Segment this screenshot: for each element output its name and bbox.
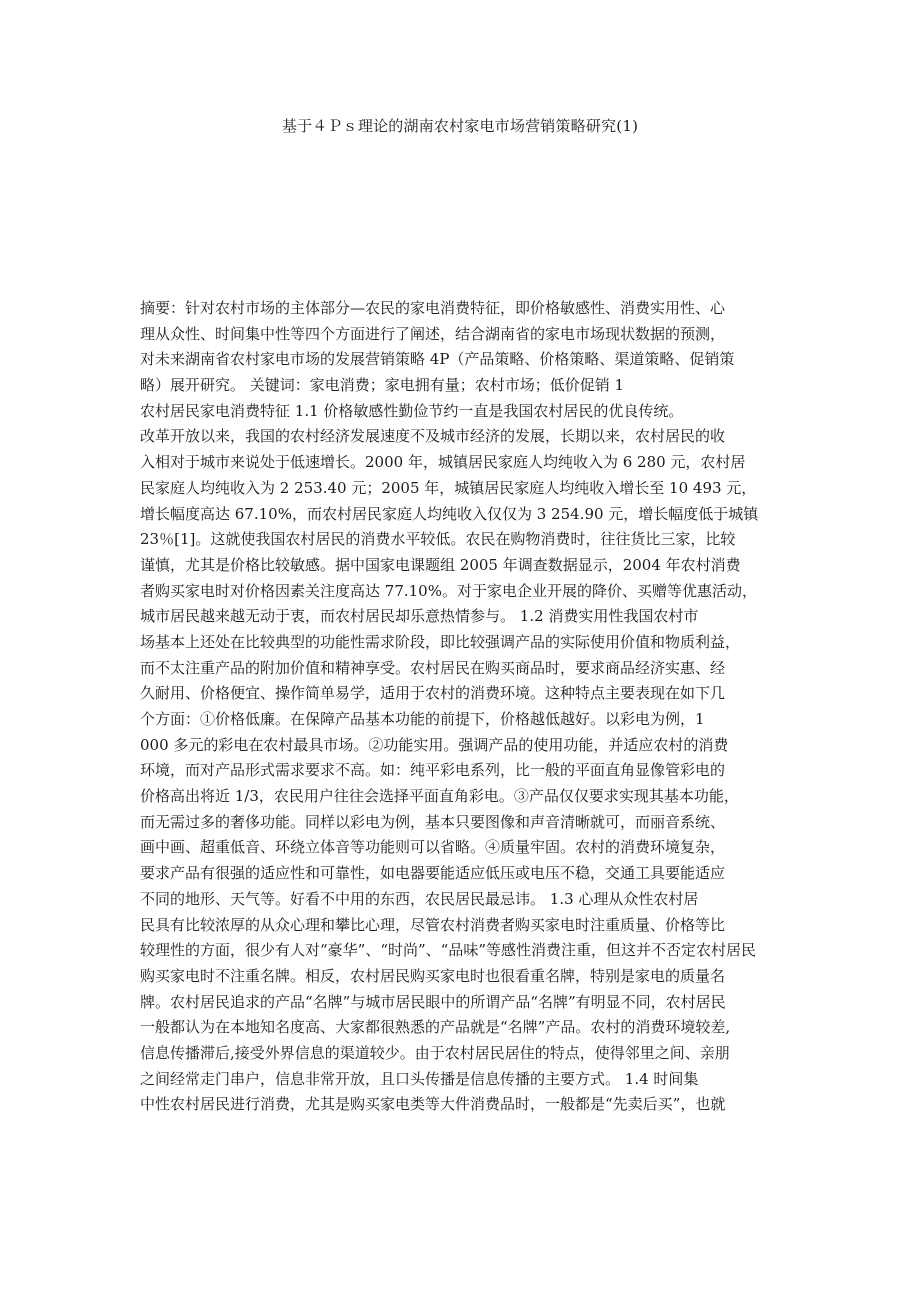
- text-line: 画中画、超重低音、环绕立体音等功能则可以省略。④质量牢固。农村的消费环境复杂，: [140, 838, 726, 857]
- text-line: 谨慎，尤其是价格比较敏感。据中国家电课题组 2005 年调查数据显示，2004 年农村消费: [140, 555, 741, 574]
- text-line: 民具有比较浓厚的从众心理和攀比心理，尽管农村消费者购买家电时注重质量、价格等比: [140, 915, 726, 934]
- text-line: 对未来湖南省农村家电市场的发展营销策略 4P（产品策略、价格策略、渠道策略、促销策: [140, 350, 735, 369]
- text-line: 之间经常走门串户，信息非常开放，且口头传播是信息传播的主要方式。 1.4 时间集: [140, 1069, 699, 1088]
- text-line: 个方面：①价格低廉。在保障产品基本功能的前提下，价格越低越好。以彩电为例，1: [140, 710, 705, 728]
- text-line: 入相对于城市来说处于低速增长。2000 年，城镇居民家庭人均纯收入为 6 280 元，农村居: [140, 453, 746, 472]
- text-line: 而不太注重产品的附加价值和精神享受。农村居民在购买商品时，要求商品经济实惠、经: [140, 658, 726, 677]
- text-line: 环境，而对产品形式需求要求不高。如：纯平彩电系列，比一般的平面直角显像管彩电的: [140, 761, 726, 780]
- text-line: 而无需过多的奢侈功能。同样以彩电为例，基本只要图像和声音清晰就可，而丽音系统、: [140, 812, 726, 831]
- body-text: [140, 296, 780, 1118]
- text-line: 增长幅度高达 67.10%，而农村居民家庭人均纯收入仅仅为 3 254.90 元，增长幅度低于城镇: [140, 504, 759, 523]
- text-line: 一般都认为在本地知名度高、大家都很熟悉的产品就是“名牌”产品。农村的消费环境较差,: [140, 1018, 731, 1037]
- text-line: 23％[1]。这就使我国农村居民的消费水平较低。农民在购物消费时，往往货比三家，比较: [140, 530, 736, 549]
- text-line: 久耐用、价格便宜、操作简单易学，适用于农村的消费环境。这种特点主要表现在如下几: [140, 684, 726, 703]
- text-line: 改革开放以来，我国的农村经济发展速度不及城市经济的发展，长期以来，农村居民的收: [140, 427, 726, 446]
- text-line: 摘要：针对农村市场的主体部分—农民的家电消费特征，即价格敏感性、消费实用性、心: [140, 299, 726, 317]
- text-line: 城市居民越来越无动于衷，而农村居民却乐意热情参与。 1.2 消费实用性我国农村市: [140, 607, 699, 626]
- text-line: 场基本上还处在比较典型的功能性需求阶段，即比较强调产品的实际使用价值和物质利益，: [140, 632, 741, 651]
- text-line: 者购买家电时对价格因素关注度高达 77.10%。对于家电企业开展的降价、买赠等优惠活动，: [140, 581, 757, 600]
- text-line: 中性农村居民进行消费，尤其是购买家电类等大件消费品时，一般都是“先卖后买”，也就: [140, 1095, 726, 1114]
- page-title: 基于４Ｐｓ理论的湖南农村家电市场营销策略研究(1): [281, 117, 639, 135]
- text-line: 000 多元的彩电在农村最具市场。②功能实用。强调产品的使用功能，并适应农村的消费: [140, 735, 729, 754]
- text-line: 理从众性、时间集中性等四个方面进行了阐述，结合湖南省的家电市场现状数据的预测，: [140, 324, 726, 343]
- text-line: 要求产品有很强的适应性和可靠性，如电器要能适应低压或电压不稳，交通工具要能适应: [140, 864, 726, 883]
- text-line: 较理性的方面，很少有人对“豪华”、“时尚”、“品味”等感性消费注重，但这并不否定农村居民: [140, 941, 757, 960]
- text-line: 购买家电时不注重名牌。相反，农村居民购买家电时也很看重名牌，特别是家电的质量名: [140, 966, 726, 985]
- text-line: 信息传播滞后,接受外界信息的渠道较少。由于农村居民居住的特点，使得邻里之间、亲朋: [140, 1043, 730, 1062]
- text-line: 不同的地形、天气等。好看不中用的东西，农民居民最忌讳。 1.3 心理从众性农村居: [140, 889, 699, 908]
- text-line: 牌。农村居民追求的产品“名牌”与城市居民眼中的所谓产品“名牌”有明显不同，农村居民: [140, 992, 726, 1011]
- text-line: 民家庭人均纯收入为 2 253.40 元；2005 年，城镇居民家庭人均纯收入增长至 10 493 元，: [140, 478, 757, 497]
- text-line: 略）展开研究。 关键词：家电消费；家电拥有量；农村市场；低价促销 1: [140, 376, 625, 395]
- text-line: 农村居民家电消费特征 1.1 价格敏感性勤俭节约一直是我国农村居民的优良传统。: [140, 401, 684, 420]
- text-line: 价格高出将近 1/3，农民用户往往会选择平面直角彩电。③产品仅仅要求实现其基本功能，: [140, 787, 739, 806]
